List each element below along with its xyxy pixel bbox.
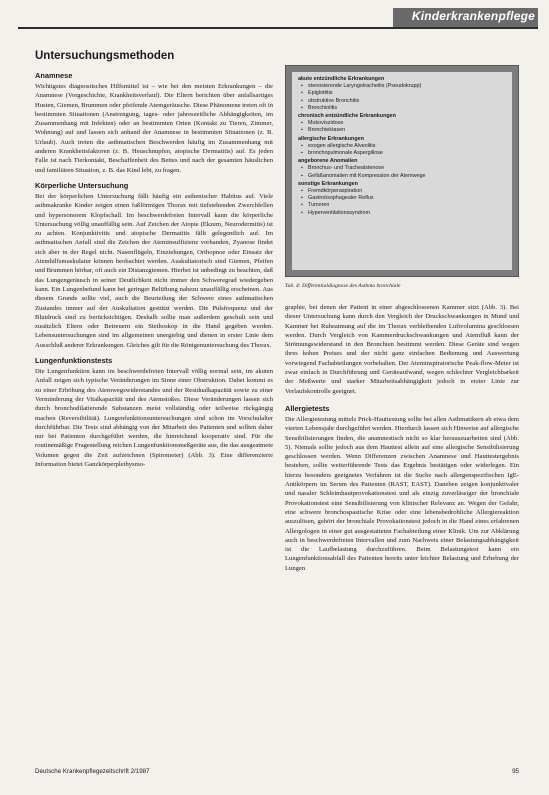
header-rule <box>18 27 538 29</box>
differential-diagnosis-figure <box>285 65 519 277</box>
paragraph-continuation: graphie, bei denen der Patient in einer abgeschlossenen Kammer sitzt (Abb. 3). Bei dieser Untersuchung kann durch den Vergleich der Druckschwankungen in Mund und Kammer bei Ruheatmung auf die im Thorax verbleibenden Luftvolumina geschlossen werden. Durch Vergleich von Kammerdruckschwankungen und Atemfluß kann der Strömungswiderstand in den Bronchien bestimmt werden. Diese Geräte sind wegen ihres hohen Preises und der nicht ganz einfachen Bedienung und Auswertung vorwiegend Fachabteilungen vorbehalten. Der Ateminspiratorische Peak-flow-Meter ist zwar einfach in Durchführung und Geräteaufwand, wegen schlechter Vergleichbarkeit der Meßwerte und starker Mitarbeitsabhängigkeit jedoch in erster Linie zur Verlaufskontrolle geeignet. <box>285 304 519 395</box>
figure-list-item: ▪ stenosierende Laryngotracheitis (Pseudokrupp) <box>298 83 506 90</box>
paragraph-anamnese: Wichtigstes diagnostisches Hilfsmittel ist – wie bei den meisten Erkrankungen – die Anamnese (Vorgeschichte, Krankheitsverlauf). Die Eltern berichten über anfallsartiges Husten, Giemen, Brummen oder pfeifende Atemgeräusche. Diese Phänomene treten oft in bestimmten Situationen (Anstrengung, tages- oder jahreszeitliche Abhängigkeiten, im Zusammenhang mit Infekten) oder an bestimmten Orten (Kontakt zu Tieren, Zimmer, Wohnung) auf und lassen sich anhand der Anamnese in bestimmten Situationen (z. B. Urlaub). Auch treten die asthmatischen Beschwerden häufig im Zusammenhang mit anderen Krankheitsfaktoren (z. B. Heuschnupfen, atopische Dermatitis) auf. Es jeden Falle ist nach Tierkontakt, Beschaffenheit des Bettes und nach der gesamten häuslichen und familiären Situation, z. B. das Kind lebt, zu fragen. <box>35 83 273 174</box>
page-number: 95 <box>512 768 519 775</box>
left-column <box>35 71 273 763</box>
figure-list-item: ▪ Mukoviszidose <box>298 120 506 127</box>
figure-group-title: akute entzündliche Erkrankungen <box>298 76 385 82</box>
heading-anamnese: Anamnese <box>35 71 73 80</box>
paragraph-lungenfunktionstests: Die Lungenfunktion kann im beschwerdefreien Intervall völlig normal sein, im akuten Anfall zeigen sich typische Veränderungen im Sinne einer Obstruktion. Dabei kommt es zu einer Erhöhung des Atemwegswiderstandes und der Residualkapazität sowie zu einer Verminderung der Vitalkapazität und des Atemstoßes. Diese Veränderungen lassen sich durch bronchodilatierende Substanzen meist vollständig oder teilweise rückgängig machen (Reversibilität). Lungenfunktionsuntersuchungen sind schon im Vorschulalter durchführbar. Die Tests sind abhängig von der Mitarbeit des Patienten und sollten daher nur bei Patienten durchgeführt werden, die hinreichend kooperativ sind. Für die routinemäßige Fragestellung reichen Lungenfunktionsmeßgeräte aus, die das ausgeatmete Volumen gegen die Zeit aufzeichnen (Spirometer) (Abb. 3). Eine differenzierte Information bietet Ganzkörperplethysmo- <box>35 368 273 468</box>
figure-group-title: chronisch entzündliche Erkrankungen <box>298 113 396 120</box>
journal-name: Deutsche Krankenpflegezeitschrift 2/1987 <box>35 768 150 775</box>
figure-group-title: sonstige Erkrankungen <box>298 180 358 187</box>
heading-lungenfunktionstests: Lungenfunktionstests <box>35 356 113 366</box>
figure-list-item: ▪ Gefäßanomalien mit Kompression der Atemwege <box>298 173 506 180</box>
figure-list-item: ▪ Gastroösophagealer Reflux <box>298 195 506 202</box>
figure-list-item: ▪ Fremdkörperaspiration <box>298 188 506 195</box>
figure-list-item: ▪ Epiglottitis <box>298 90 506 97</box>
figure-content <box>292 72 512 270</box>
figure-list-item: ▪ Bronchiolitis <box>298 105 506 112</box>
paragraph-allergietests: Die Allergietestung mittels Prick-Hauttestung sollte bei allen Asthmatikern ab etwa dem vierten Lebensjahr durchgeführt werden. Hierdurch lassen sich Hinweise auf allergische Sensibilisierungen finden, die anamnestisch nicht so klar herauszuarbeiten sind (Abb. 5). Niemals sollte jedoch aus dem Hauttest allein auf eine allergische Sensibilisierung geschlossen werden. Wenn Differenzen zwischen Anamnese und Hauttestergebnis bestehen, sollte weiterführende Tests das Ergebnis bestätigen oder widerlegen. Ein hierzu besonders geeignetes Verfahren ist die Suche nach allergenspezifischen IgE-Antikörpern im Serum des Patienten (RAST, EAST). Daneben zeigen konjunktivaler und nasaler Schleimhautprovokationstest und als einzig zuverlässiger der bronchiale Provokationstest eine Sensibilisierung von klinischer Relevanz an. Wegen der Gefahr, eine schwere bronchospastische Krise oder eine lebensbedrohliche Allergiereaktion auszulösen, gehört der bronchiale Provokationstest jedoch in die Hand eines erfahrenen Allergologen in einer gut ausgestatteten Fachabteilung einer Klinik. Um zur Abklärung auch in beschwerdefreien Intervallen und zum Nachweis einer Belastungsabhängigkeit ist die Laufbelastung durchzuführen. Beim Belastungstest kann ein Lungenfunktionsabfall des Patienten bereits unter leichter Belastung und Erhebung der Lungen <box>285 415 519 572</box>
section-title: Kinderkrankenpflege <box>411 9 535 23</box>
figure-group-title: angeborene Anomalien <box>298 158 358 165</box>
page-header <box>0 0 549 30</box>
right-column <box>285 303 519 773</box>
page-footer <box>35 768 519 775</box>
figure-list-item: ▪ Hyperventilationssyndrom <box>298 210 506 217</box>
figure-list-item: ▪ Bronchiektasen <box>298 127 506 134</box>
paragraph-koerperliche-untersuchung: Bei der körperlichen Untersuchung fällt häufig ein asthenischer Habitus auf. Viele asthmakranke Kinder zeigen einen faßförmigen Thorax mit tiefstehenden Zwerchfellen und hypersonorem Klopfschall. Im beschwerdefreien Intervall kann die körperliche Untersuchung völlig unauffällig sein. Auf Zeichen der Atopie (Ekzem, Neurodermitis) ist zu achten. Konjunktivitis und atopische Dermatitis fällt gelegentlich auf. Im asthmatischen Anfall sind die Zeichen der Ateminsuffizienz vorhanden, Zyanose findet sich aber in der Regel nicht. Nasenflügeln, Einziehungen, Orthopnoe oder Einsatz der Atemhilfsmuskulatur können beobachtet werden. Auskultatorisch sind Giemen, Pfeifen und Brummen hörbar, oft auch ein Distanzgiemen. Hierbei ist unbedingt zu beachten, daß das Lungengeräusch in seiner Deutlichkeit nicht immer den Schweregrad wiedergeben kann. Ein Lungenbefund kann bei geringer Belüftung nahezu unauffällig erscheinen. Aus diesem Grunde sollte viel, auch die Beurteilung der Schwere eines asthmatischen Zustandes immer auf der Auskultation gestützt werden. Die Pulsfrequenz und der Blutdruck sind zu berücksichtigen. Deshalb sollte man außerdem geschult sein und zusätzlich Eltern oder Betreuern ein Stethoskop in die Hand gegeben werden. Lebensuntersuchungen sind im allgemeinen unergiebig und dienen in erster Linie dem Ausschluß anderer Erkrankungen. Gleiches gilt für die Röntgenuntersuchung des Thorax. <box>35 192 273 349</box>
figure-list-item: ▪ obstruktive Bronchitis <box>298 98 506 105</box>
heading-koerperliche-untersuchung: Körperliche Untersuchung <box>35 180 129 190</box>
figure-group-title: allergische Erkrankungen <box>298 135 364 142</box>
figure-list-item: ▪ Bronchus- und Trachealstenose <box>298 165 506 172</box>
figure-list-item: ▪ Tumoren <box>298 202 506 209</box>
heading-allergietests: Allergietests <box>285 403 330 413</box>
figure-caption: Tab. 4: Differentialdiagnose des Asthma bronchiale <box>285 283 401 289</box>
page-title: Untersuchungsmethoden <box>35 50 175 62</box>
figure-list-item: ▪ bronchopulmonale Aspergillose <box>298 150 506 157</box>
figure-list-item: ▪ exogen allergische Alveolitis <box>298 143 506 150</box>
